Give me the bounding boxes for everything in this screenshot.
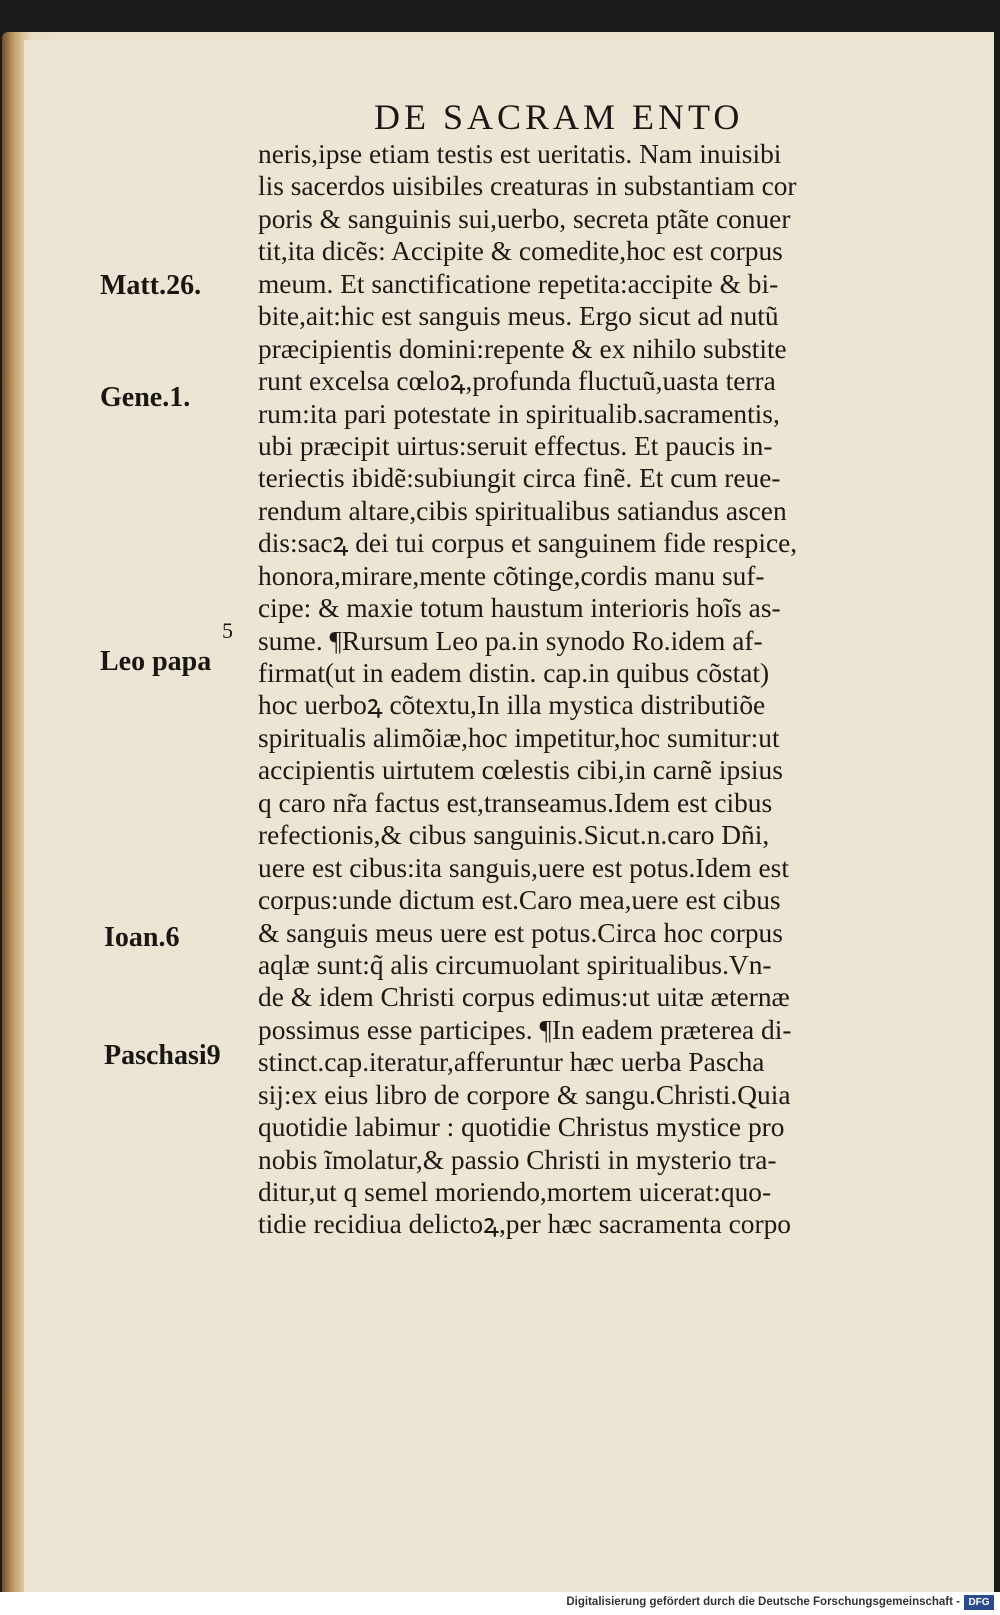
funding-credit: Digitalisierung gefördert durch die Deutsche Forschungsgemeinschaft -	[566, 1596, 960, 1608]
text-line: possimus esse participes. ¶In eadem præterea di-	[258, 1014, 792, 1045]
text-line: poris & sanguinis sui,uerbo, secreta ptãte conuer	[258, 203, 791, 234]
text-line: corpus:unde dictum est.Caro mea,uere est cibus	[258, 885, 781, 916]
text-line: stinct.cap.iteratur,afferuntur hæc uerba Pascha	[258, 1047, 765, 1078]
text-line: accipientis uirtutem cœlestis cibi,in carnẽ ipsius	[258, 755, 783, 786]
text-line: firmat(ut in eadem distin. cap.in quibus cõstat)	[258, 658, 770, 688]
text-line: meum. Et sanctificatione repetita:accipite & bi-	[258, 268, 779, 299]
marginalia-column	[0, 0, 258, 1592]
text-line: runt excelsa cœloꝝ,profunda fluctuũ,uasta terra	[258, 366, 776, 397]
text-line: præcipientis domini:repente & ex nihilo substite	[258, 333, 787, 364]
text-line: tidie recidiua delictoꝝ,per hæc sacramenta corpo	[258, 1209, 791, 1240]
text-line: neris,ipse etiam testis est ueritatis. Nam inuisibi	[258, 139, 782, 169]
marginal-note-john: Ioan.6	[104, 922, 180, 953]
text-line: quotidie labimur : quotidie Christus mystice pro	[258, 1112, 785, 1143]
running-head: DE SACRAM ENTO	[374, 97, 744, 137]
text-line: spiritualis alimõiæ,hoc impetitur,hoc sumitur:ut	[258, 722, 780, 753]
marginal-note-leo-papa: Leo papa	[100, 646, 212, 677]
text-line: uere est cibus:ita sanguis,uere est potus.Idem est	[258, 852, 789, 883]
text-line: nobis ĩmolatur,& passio Christi in mysterio tra-	[258, 1144, 777, 1175]
footer-bar	[0, 1592, 1000, 1615]
dfg-logo: DFG	[964, 1595, 994, 1610]
marginal-note-paschasius: Paschasi9	[104, 1040, 221, 1071]
text-line: ubi præcipit uirtus:seruit effectus. Et paucis in-	[258, 430, 773, 461]
text-line: ditur,ut q semel moriendo,mortem uicerat:quo-	[258, 1177, 772, 1207]
text-line: lis sacerdos uisibiles creaturas in substantiam cor	[258, 171, 797, 202]
text-line: tit,ita dicẽs: Accipite & comedite,hoc est corpus	[258, 236, 783, 267]
text-line: de & idem Christi corpus edimus:ut uitæ æternæ	[258, 982, 790, 1013]
text-line: sume. ¶Rursum Leo pa.in synodo Ro.idem af-	[258, 625, 763, 656]
main-text-block	[258, 138, 938, 1241]
text-line: sij:ex eius libro de corpore & sangu.Christi.Quia	[258, 1079, 791, 1110]
text-line: teriectis ibidẽ:subiungit circa finẽ. Et cum reue-	[258, 463, 781, 494]
marginal-note-genesis: Gene.1.	[100, 382, 191, 413]
text-line: honora,mirare,mente cõtinge,cordis manu suf-	[258, 560, 765, 591]
text-line: hoc uerboꝝ cõtextu,In illa mystica distributiõe	[258, 690, 766, 721]
text-line: dis:sacꝝ dei tui corpus et sanguinem fide respice,	[258, 528, 798, 559]
text-line: aqlæ sunt:q̃ alis circumuolant spiritualibus.Vn-	[258, 949, 772, 980]
text-line: & sanguis meus uere est potus.Circa hoc corpus	[258, 917, 783, 948]
marginal-note-matthew: Matt.26.	[100, 270, 202, 301]
text-line: rendum altare,cibis spiritualibus satiandus ascen	[258, 495, 787, 526]
text-line: cipe: & maxie totum haustum interioris hoĩs as-	[258, 593, 781, 624]
signature-mark: 5	[222, 618, 233, 643]
text-line: q caro nr̃a factus est,transeamus.Idem est cibus	[258, 787, 773, 818]
text-line: bite,ait:hic est sanguis meus. Ergo sicut ad nutũ	[258, 301, 779, 332]
text-line: refectionis,& cibus sanguinis.Sicut.n.caro Dñi,	[258, 820, 770, 851]
text-line: rum:ita pari potestate in spiritualib.sacramentis,	[258, 398, 780, 429]
